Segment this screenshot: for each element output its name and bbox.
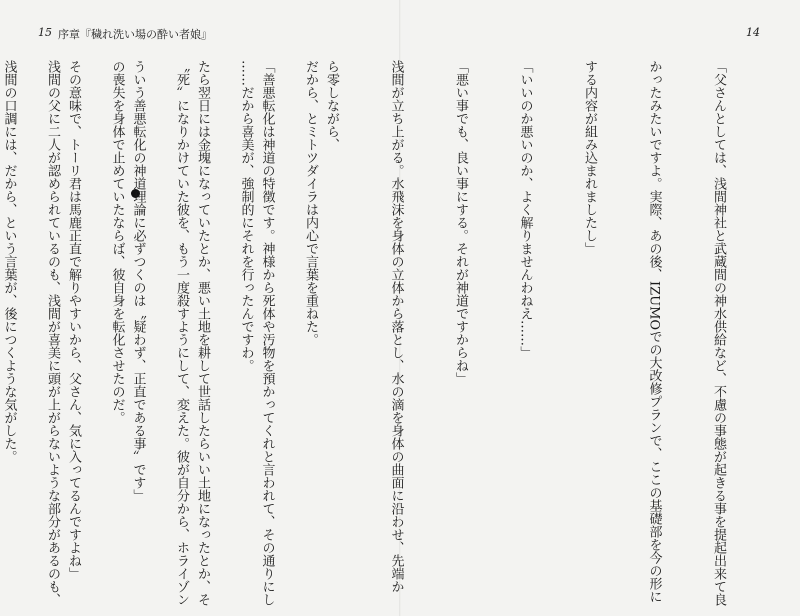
text-line: 「いいのか悪いのか、よく解りませんわねえ……」 xyxy=(517,60,533,359)
text-line: 浅間の口調には、だから、という言葉が、後につくような気がした。 xyxy=(1,60,17,463)
text-line: ……だから喜美が、強制的にそれを行ったんですわ。 xyxy=(238,60,254,372)
text-line: ら零しながら、 xyxy=(324,60,339,151)
text-line: かったみたいですよ。実際、あの後、IZUMOでの大改修プランで、ここの基礎部を今の形に xyxy=(646,60,662,604)
text-line: たら翌日には金塊になっていたとか、悪い土地を耕して世話したらいい土地になったとか、そ xyxy=(195,60,210,606)
text-line: 浅間が立ち上がる。水飛沫を身体の立体から落とし、水の滴を身体の曲面に沿わせ、先端か xyxy=(388,60,404,593)
right-page-number: 14 xyxy=(746,26,760,39)
text-line: ういう善悪転化の神道理論に必ずつくのは〝疑わず、正直である事〟です」 xyxy=(130,60,146,502)
text-line: 「父さんとしては、浅間神社と武蔵間の神水供給など、不慮の事態が起きる事を提起出来て良 xyxy=(711,60,726,606)
text-line: だから、とミトツダイラは内心で言葉を重ねた。 xyxy=(303,60,318,346)
text-line: 「善悪転化は神道の特徴です。神様から死体や汚物を預かってくれと言われて、その通りにし xyxy=(259,60,275,606)
text-line: 「悪い事でも、良い事にする。それが神道ですからね」 xyxy=(453,60,468,385)
left-page-number: 15 xyxy=(38,26,52,39)
text-line: する内容が組み込まれましたし」 xyxy=(582,60,597,255)
text-line: 浅間の父に二人が認められているのも、浅間が喜美に頭が上がらないような部分があるのも、 xyxy=(45,60,60,606)
text-line: その意味で、トーリ君は馬鹿正直で解りやすいから、父さん、気に入ってるんですよね」 xyxy=(66,60,81,580)
running-header: 序章『穢れ洗い場の酔い者娘』 xyxy=(58,28,212,41)
text-line: の喪失を身体で止めていたならば、彼自身を転化させたのだ。 xyxy=(109,60,125,424)
text-line: 〝死〟になりかけていた彼を、もう一度殺すようにして、変えた。彼が自分から、ホライゾン xyxy=(174,60,189,606)
